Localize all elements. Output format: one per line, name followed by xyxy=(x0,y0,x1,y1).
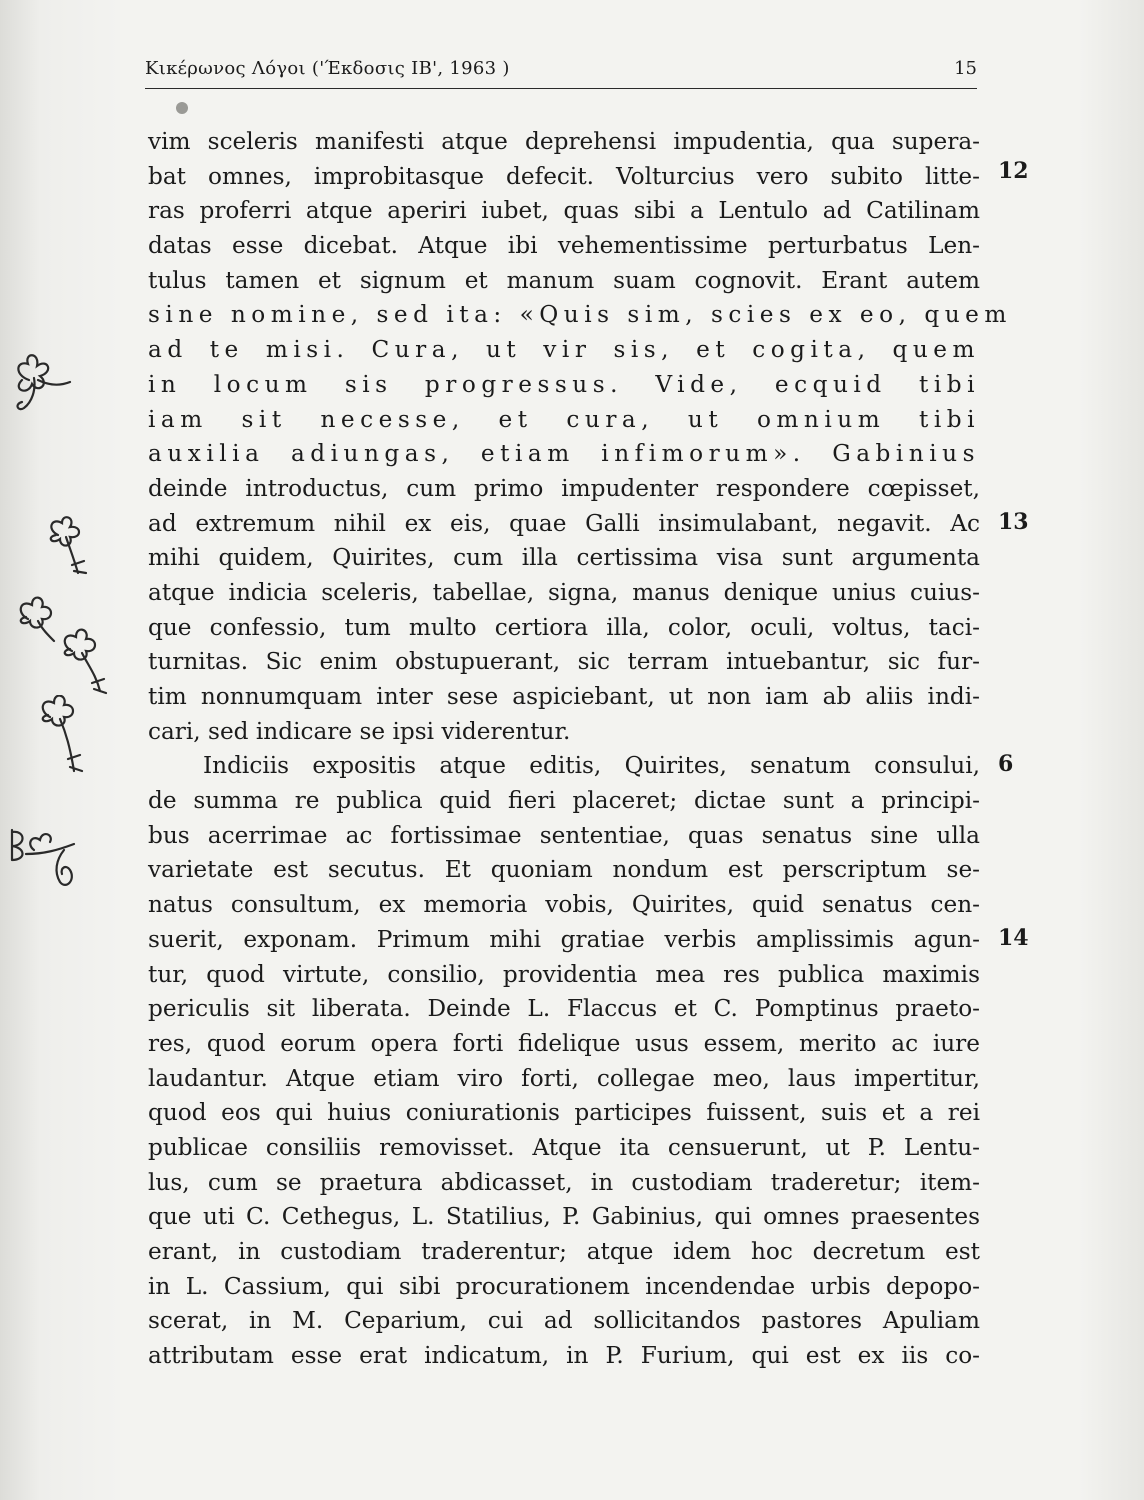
flower-doodle-icon xyxy=(36,695,96,780)
text-line: laudantur. Atque etiam viro forti, collegae meo, laus impertitur, xyxy=(148,1064,980,1092)
text-line: cari, sed indicare se ipsi viderentur. xyxy=(148,717,571,745)
text-line: bat omnes, improbitasque defecit. Volturcius vero subito litte- xyxy=(148,162,980,190)
text-line: scerat, in M. Ceparium, cui ad sollicitandos pastores Apuliam xyxy=(148,1307,980,1335)
text-line: ad te misi. Cura, ut vir sis, et cogita, quem xyxy=(148,336,980,364)
text-line: suerit, exponam. Primum mihi gratiae verbis amplissimis agun- xyxy=(148,925,980,953)
text-line: que confessio, tum multo certiora illa, color, oculi, voltus, taci- xyxy=(148,613,980,641)
text-line: ad extremum nihil ex eis, quae Galli insimulabant, negavit. Ac xyxy=(148,509,980,537)
margin-section-number: 6 xyxy=(998,751,1014,777)
text-line: sine nomine, sed ita: «Quis sim, scies ex eo, quem xyxy=(148,301,1012,329)
text-line: Indiciis expositis atque editis, Quirites, senatum consului, xyxy=(203,752,980,780)
text-line: atque indicia sceleris, tabellae, signa, manus denique unius cuius- xyxy=(148,578,980,606)
ink-dot-icon xyxy=(172,98,192,118)
text-line: lus, cum se praetura abdicasset, in custodiam traderetur; item- xyxy=(148,1168,980,1196)
running-title: Κικέρωνος Λόγοι ('Έκδοσις ΙΒ', 1963 ) xyxy=(145,58,510,79)
margin-section-number: 14 xyxy=(998,925,1029,951)
text-line: varietate est secutus. Et quoniam nondum est perscriptum se- xyxy=(148,856,980,884)
text-line: ras proferri atque aperiri iubet, quas sibi a Lentulo ad Catilinam xyxy=(148,197,980,225)
text-line: in locum sis progressus. Vide, ecquid tibi xyxy=(148,370,980,398)
text-line: attributam esse erat indicatum, in P. Furium, qui est ex iis co- xyxy=(148,1342,980,1370)
text-line: quod eos qui huius coniurationis participes fuissent, suis et a rei xyxy=(148,1099,980,1127)
text-line: natus consultum, ex memoria vobis, Quirites, quid senatus cen- xyxy=(148,891,980,919)
text-line: publicae consiliis removisset. Atque ita censuerunt, ut P. Lentu- xyxy=(148,1133,980,1161)
text-line: vim sceleris manifesti atque deprehensi impudentia, qua supera- xyxy=(148,128,980,155)
text-line: in L. Cassium, qui sibi procurationem incendendae urbis depopo- xyxy=(148,1272,980,1300)
text-line: auxilia adiungas, etiam infimorum». Gabinius xyxy=(148,440,980,468)
text-line: erant, in custodiam traderentur; atque idem hoc decretum est xyxy=(148,1238,980,1265)
flower-doodle-icon xyxy=(4,350,74,420)
text-line: bus acerrimae ac fortissimae sententiae, quas senatus sine ulla xyxy=(148,821,980,849)
text-line: mihi quidem, Quirites, cum illa certissima visa sunt argumenta xyxy=(148,544,980,572)
text-line: res, quod eorum opera forti fidelique usus essem, merito ac iure xyxy=(148,1029,980,1057)
text-line: datas esse dicebat. Atque ibi vehementissime perturbatus Len- xyxy=(148,232,980,260)
text-line: deinde introductus, cum primo impudenter respondere cœpisset, xyxy=(148,474,980,502)
text-line: tulus tamen et signum et manum suam cognovit. Erant autem xyxy=(148,266,980,294)
flower-doodle-icon xyxy=(42,515,102,585)
margin-section-number: 13 xyxy=(998,509,1029,535)
flower-doodle-icon xyxy=(14,595,114,705)
text-line: iam sit necesse, et cura, ut omnium tibi xyxy=(148,405,980,433)
page-header xyxy=(145,58,977,89)
text-line: periculis sit liberata. Deinde L. Flaccus et C. Pomptinus praeto- xyxy=(148,995,980,1023)
text-line: que uti C. Cethegus, L. Statilius, P. Gabinius, qui omnes praesentes xyxy=(148,1203,980,1231)
flower-doodle-icon xyxy=(4,820,84,895)
text-line: de summa re publica quid fieri placeret; dictae sunt a principi- xyxy=(148,787,980,815)
text-line: turnitas. Sic enim obstupuerant, sic terram intuebantur, sic fur- xyxy=(148,648,980,676)
margin-section-number: 12 xyxy=(998,158,1029,184)
body-text xyxy=(148,125,1012,1374)
text-line: tur, quod virtute, consilio, providentia mea res publica maximis xyxy=(148,960,980,988)
page-number: 15 xyxy=(954,58,977,79)
text-line: tim nonnumquam inter sese aspiciebant, ut non iam ab aliis indi- xyxy=(148,683,980,710)
